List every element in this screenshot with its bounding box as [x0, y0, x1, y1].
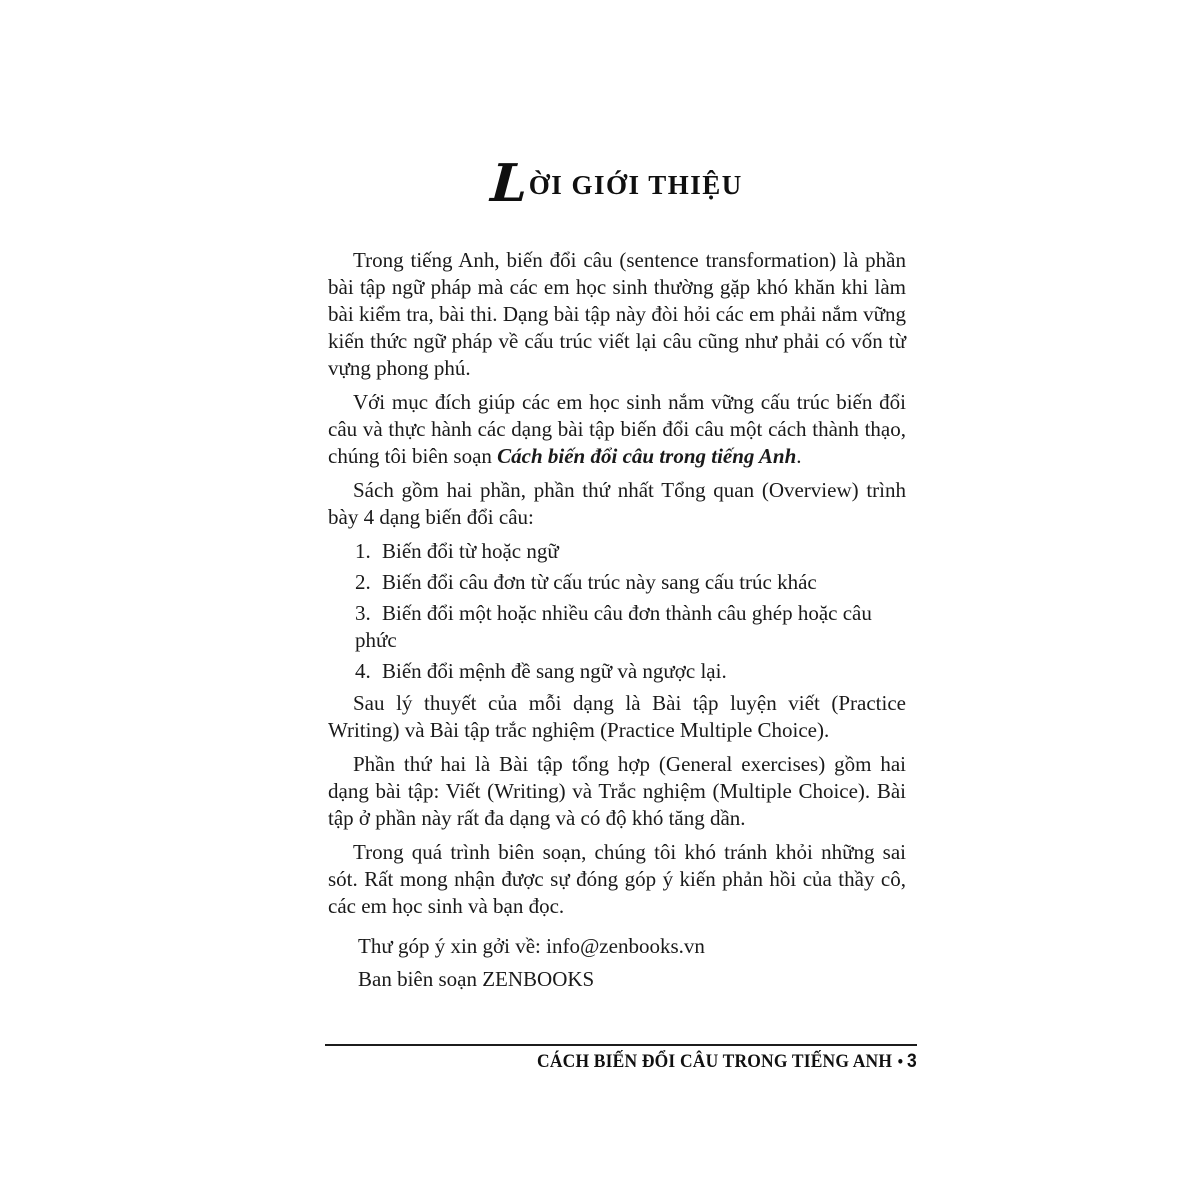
footer-bullet-separator: •: [897, 1052, 904, 1071]
book-title-emphasis: Cách biến đổi câu trong tiếng Anh: [497, 444, 797, 468]
list-item: [355, 658, 906, 685]
list-item-text: Biến đổi câu đơn từ cấu trúc này sang cấu trúc khác: [382, 570, 817, 594]
paragraph-2-suffix: .: [796, 444, 802, 468]
page-content: [328, 153, 906, 999]
page-footer: [325, 1044, 917, 1073]
list-item-text: Biến đổi từ hoặc ngữ: [382, 539, 559, 563]
title-text: ỜI GIỚI THIỆU: [528, 170, 743, 200]
intro-paragraph-3: Sách gồm hai phần, phần thứ nhất Tổng quan (Overview) trình bày 4 dạng biến đổi câu:: [328, 478, 906, 529]
editorial-team-line: Ban biên soạn ZENBOOKS: [358, 967, 595, 991]
list-item-number: 2.: [355, 570, 371, 594]
intro-paragraph-2: [328, 389, 906, 470]
list-item-text: Biến đổi mệnh đề sang ngữ và ngược lại.: [382, 659, 727, 683]
paragraph-2-prefix: Với mục đích giúp các em học sinh nắm vững cấu trúc biến đổi câu và thực hành các dạng bài tập biến đổi câu một cách thành thạo, chúng tôi biên soạn: [328, 390, 906, 468]
list-item: [355, 538, 906, 565]
page-number: 3: [907, 1051, 917, 1072]
transformation-types-list: [328, 538, 906, 685]
list-item: [355, 569, 906, 596]
intro-paragraph-1: Trong tiếng Anh, biến đổi câu (sentence transformation) là phần bài tập ngữ pháp mà các em học sinh thường gặp khó khăn khi làm bài kiểm tra, bài thi. Dạng bài tập này đòi hỏi các em phải nắm vững kiến thức ngữ pháp về cấu trúc viết lại câu cũng như phải có vốn từ vựng phong phú.: [328, 248, 906, 380]
intro-paragraph-6: Trong quá trình biên soạn, chúng tôi khó tránh khỏi những sai sót. Rất mong nhận được sự đóng góp ý kiến phản hồi của thầy cô, các em học sinh và bạn đọc.: [328, 840, 906, 918]
contact-block: [328, 933, 906, 993]
intro-paragraph-5: Phần thứ hai là Bài tập tổng hợp (General exercises) gồm hai dạng bài tập: Viết (Writing) và Trắc nghiệm (Multiple Choice). Bài tập ở phần này rất đa dạng và có độ khó tăng dần.: [328, 752, 906, 830]
page-title: LỜI GIỚI THIỆU: [489, 153, 743, 214]
list-item-number: 3.: [355, 601, 371, 625]
intro-paragraph-4: Sau lý thuyết của mỗi dạng là Bài tập luyện viết (Practice Writing) và Bài tập trắc nghiệm (Practice Multiple Choice).: [328, 691, 906, 742]
list-item: [355, 600, 906, 654]
footer-running-title-row: [537, 1051, 917, 1073]
running-title: CÁCH BIẾN ĐỔI CÂU TRONG TIẾNG ANH: [537, 1051, 893, 1072]
list-item-number: 1.: [355, 539, 371, 563]
list-item-number: 4.: [355, 659, 371, 683]
feedback-email-line: Thư góp ý xin gởi về: info@zenbooks.vn: [358, 934, 705, 958]
list-item-text: Biến đổi một hoặc nhiều câu đơn thành câu ghép hoặc câu phức: [355, 601, 872, 652]
